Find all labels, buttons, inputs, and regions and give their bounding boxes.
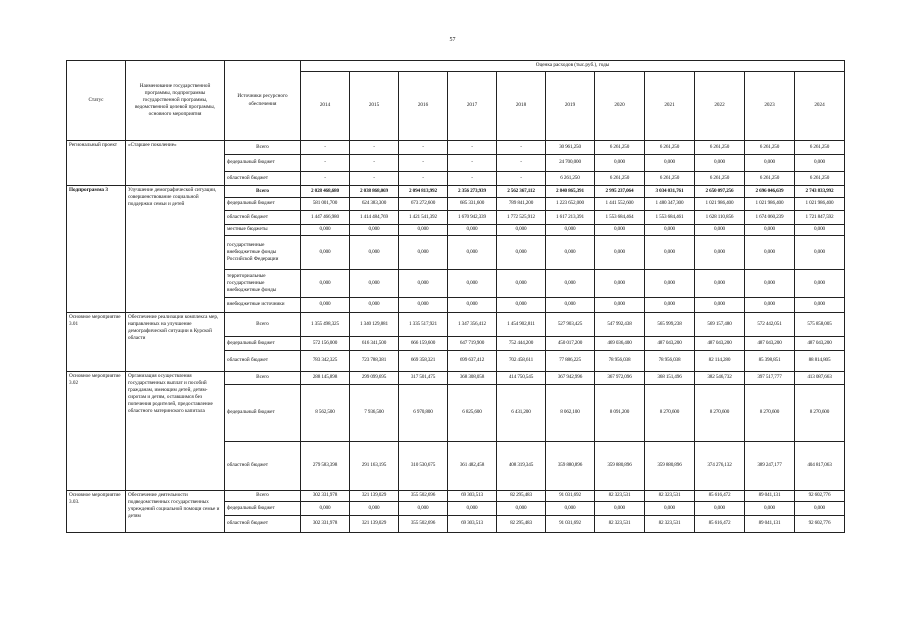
table-row bbox=[67, 313, 845, 337]
value-cell: 77 886,225 bbox=[546, 351, 595, 372]
value-cell: 647 719,900 bbox=[448, 337, 497, 351]
value-cell: 82 323,531 bbox=[645, 491, 695, 502]
value-cell: 359 880,896 bbox=[546, 442, 595, 491]
value-cell: - bbox=[448, 155, 497, 172]
value-cell: 0,000 bbox=[301, 270, 350, 298]
value-cell: 0,000 bbox=[745, 502, 795, 516]
row-source: Всего bbox=[225, 372, 301, 385]
value-cell: 0,000 bbox=[795, 298, 845, 313]
row-source: федеральный бюджет bbox=[225, 198, 301, 211]
row-source: федеральный бюджет bbox=[225, 155, 301, 172]
value-cell: 82 323,531 bbox=[595, 516, 645, 533]
value-cell: - bbox=[301, 155, 350, 172]
value-cell: 527 903,425 bbox=[546, 313, 595, 337]
header-estimate: Оценка расходов (тыс.руб.), годы bbox=[301, 61, 845, 72]
value-cell: 0,000 bbox=[546, 298, 595, 313]
row-status: Основное мероприятие 3.02 bbox=[67, 372, 126, 491]
value-cell: 89 041,131 bbox=[745, 516, 795, 533]
value-cell: 69 303,513 bbox=[448, 491, 497, 502]
row-name: Улучшение демографической ситуации, совершенствование социальной поддержки семьи и детей bbox=[126, 186, 225, 313]
value-cell: 0,000 bbox=[399, 502, 448, 516]
value-cell: 0,000 bbox=[546, 236, 595, 270]
value-cell: 0,000 bbox=[301, 502, 350, 516]
value-cell: 6 970,800 bbox=[399, 385, 448, 442]
value-cell: 0,000 bbox=[399, 225, 448, 236]
row-source: Всего bbox=[225, 141, 301, 155]
value-cell: 0,000 bbox=[350, 502, 399, 516]
value-cell: 1 772 525,912 bbox=[497, 211, 546, 225]
value-cell: - bbox=[350, 141, 399, 155]
value-cell: 6 261,250 bbox=[645, 172, 695, 186]
value-cell: 6 261,250 bbox=[695, 141, 745, 155]
row-status: Основное мероприятие 3.01 bbox=[67, 313, 126, 372]
value-cell: 321 139,029 bbox=[350, 491, 399, 502]
header-name: Наименование государственной программы, подпрограммы государственной программы, ведомственной целевой программы, основного мероприятия bbox=[126, 61, 225, 141]
value-cell: 0,000 bbox=[399, 236, 448, 270]
value-cell: 85 398,851 bbox=[745, 351, 795, 372]
value-cell: 0,000 bbox=[695, 270, 745, 298]
value-cell: 0,000 bbox=[448, 270, 497, 298]
value-cell: 367 972,096 bbox=[595, 372, 645, 385]
value-cell: 1 421 541,392 bbox=[399, 211, 448, 225]
value-cell: 7 936,500 bbox=[350, 385, 399, 442]
value-cell: 92 602,776 bbox=[795, 491, 845, 502]
value-cell: 0,000 bbox=[645, 502, 695, 516]
value-cell: 367 942,996 bbox=[546, 372, 595, 385]
value-cell: 1 617 213,391 bbox=[546, 211, 595, 225]
value-cell: 1 021 986,400 bbox=[695, 198, 745, 211]
value-cell: 2 094 813,992 bbox=[399, 186, 448, 198]
value-cell: 92 602,776 bbox=[795, 516, 845, 533]
value-cell: - bbox=[301, 172, 350, 186]
value-cell: - bbox=[497, 141, 546, 155]
value-cell: 1 553 684,464 bbox=[595, 211, 645, 225]
value-cell: 0,000 bbox=[695, 225, 745, 236]
row-source: областной бюджет bbox=[225, 516, 301, 533]
value-cell: 572 442,051 bbox=[745, 313, 795, 337]
value-cell: 487 043,200 bbox=[795, 337, 845, 351]
value-cell: 8 562,500 bbox=[301, 385, 350, 442]
row-source: внебюджетные источники bbox=[225, 298, 301, 313]
value-cell: 368 151,496 bbox=[645, 372, 695, 385]
value-cell: 581 001,700 bbox=[301, 198, 350, 211]
value-cell: 0,000 bbox=[301, 225, 350, 236]
value-cell: 2 840 865,391 bbox=[546, 186, 595, 198]
value-cell: 1 721 847,592 bbox=[795, 211, 845, 225]
value-cell: 487 043,200 bbox=[695, 337, 745, 351]
row-source: государственные внебюджетные фонды Российской Федерации bbox=[225, 236, 301, 270]
value-cell: 359 880,896 bbox=[645, 442, 695, 491]
value-cell: 469 036,400 bbox=[595, 337, 645, 351]
value-cell: 0,000 bbox=[448, 298, 497, 313]
value-cell: 389 247,177 bbox=[745, 442, 795, 491]
row-source: Всего bbox=[225, 313, 301, 337]
value-cell: 1 454 902,811 bbox=[497, 313, 546, 337]
value-cell: 2 650 097,256 bbox=[695, 186, 745, 198]
value-cell: 1 021 986,400 bbox=[745, 198, 795, 211]
value-cell: 616 341,500 bbox=[350, 337, 399, 351]
value-cell: 669 358,321 bbox=[399, 351, 448, 372]
value-cell: 404 817,063 bbox=[795, 442, 845, 491]
header-year: 2021 bbox=[645, 72, 695, 141]
value-cell: 783 342,325 bbox=[301, 351, 350, 372]
value-cell: 1 553 684,461 bbox=[645, 211, 695, 225]
value-cell: 6 261,250 bbox=[595, 172, 645, 186]
header-year: 2016 bbox=[399, 72, 448, 141]
value-cell: - bbox=[301, 141, 350, 155]
value-cell: 82 295,483 bbox=[497, 491, 546, 502]
header-status: Статус bbox=[67, 61, 126, 141]
row-status: Подпрограмма 3 bbox=[67, 186, 126, 313]
value-cell: - bbox=[399, 172, 448, 186]
row-name: Обеспечение реализации комплекса мер, направленных на улучшение демографической ситуации в Курской области bbox=[126, 313, 225, 372]
page-number: 57 bbox=[449, 37, 456, 43]
value-cell: 1 021 986,400 bbox=[795, 198, 845, 211]
value-cell: 8 270,600 bbox=[645, 385, 695, 442]
value-cell: 8 270,600 bbox=[695, 385, 745, 442]
value-cell: 0,000 bbox=[448, 236, 497, 270]
header-year: 2014 bbox=[301, 72, 350, 141]
value-cell: 6 261,250 bbox=[745, 141, 795, 155]
value-cell: - bbox=[350, 155, 399, 172]
value-cell: 487 043,200 bbox=[645, 337, 695, 351]
value-cell: 302 331,978 bbox=[301, 516, 350, 533]
header-year: 2017 bbox=[448, 72, 497, 141]
row-source: федеральный бюджет bbox=[225, 385, 301, 442]
value-cell: - bbox=[350, 172, 399, 186]
value-cell: 0,000 bbox=[795, 502, 845, 516]
value-cell: 0,000 bbox=[795, 236, 845, 270]
value-cell: 0,000 bbox=[745, 298, 795, 313]
value-cell: 2 743 833,992 bbox=[795, 186, 845, 198]
value-cell: 1 674 060,239 bbox=[745, 211, 795, 225]
row-source: Всего bbox=[225, 491, 301, 502]
value-cell: 85 616,472 bbox=[695, 491, 745, 502]
value-cell: 565 999,238 bbox=[645, 313, 695, 337]
value-cell: 1 223 652,000 bbox=[546, 198, 595, 211]
value-cell: 0,000 bbox=[448, 225, 497, 236]
value-cell: 624 383,300 bbox=[350, 198, 399, 211]
value-cell: 666 159,600 bbox=[399, 337, 448, 351]
value-cell: 1 347 356,412 bbox=[448, 313, 497, 337]
value-cell: 0,000 bbox=[645, 236, 695, 270]
value-cell: 0,000 bbox=[595, 236, 645, 270]
value-cell: 8 270,600 bbox=[745, 385, 795, 442]
value-cell: 575 858,005 bbox=[795, 313, 845, 337]
value-cell: 317 501,475 bbox=[399, 372, 448, 385]
value-cell: 0,000 bbox=[695, 298, 745, 313]
value-cell: 0,000 bbox=[497, 236, 546, 270]
value-cell: 0,000 bbox=[399, 270, 448, 298]
value-cell: - bbox=[399, 155, 448, 172]
value-cell: 69 303,513 bbox=[448, 516, 497, 533]
value-cell: 2 995 237,064 bbox=[595, 186, 645, 198]
value-cell: 0,000 bbox=[695, 502, 745, 516]
value-cell: 299 099,695 bbox=[350, 372, 399, 385]
value-cell: 24 700,000 bbox=[546, 155, 595, 172]
value-cell: 1 414 484,769 bbox=[350, 211, 399, 225]
value-cell: 1 355 498,325 bbox=[301, 313, 350, 337]
value-cell: 310 530,675 bbox=[399, 442, 448, 491]
table-row bbox=[67, 491, 845, 502]
value-cell: 572 156,000 bbox=[301, 337, 350, 351]
value-cell: 1 480 347,300 bbox=[645, 198, 695, 211]
budget-table bbox=[66, 60, 845, 533]
value-cell: 685 331,600 bbox=[448, 198, 497, 211]
value-cell: 487 043,200 bbox=[745, 337, 795, 351]
value-cell: 78 956,038 bbox=[595, 351, 645, 372]
value-cell: 0,000 bbox=[645, 298, 695, 313]
value-cell: - bbox=[497, 172, 546, 186]
header-source: Источники ресурсного обеспечения bbox=[225, 61, 301, 141]
value-cell: 0,000 bbox=[448, 502, 497, 516]
value-cell: 673 272,600 bbox=[399, 198, 448, 211]
value-cell: 6 431,200 bbox=[497, 385, 546, 442]
row-name: Обеспечение деятельности подведомственных государственных учреждений социальной помощи семье и детям bbox=[126, 491, 225, 533]
row-status: Основное мероприятие 3.03. bbox=[67, 491, 126, 533]
header-year: 2015 bbox=[350, 72, 399, 141]
value-cell: 78 956,038 bbox=[645, 351, 695, 372]
value-cell: 0,000 bbox=[350, 225, 399, 236]
value-cell: 355 502,696 bbox=[399, 516, 448, 533]
value-cell: 85 616,472 bbox=[695, 516, 745, 533]
value-cell: 413 087,663 bbox=[795, 372, 845, 385]
value-cell: 0,000 bbox=[595, 225, 645, 236]
value-cell: 0,000 bbox=[645, 225, 695, 236]
value-cell: 2 696 046,639 bbox=[745, 186, 795, 198]
value-cell: 321 139,029 bbox=[350, 516, 399, 533]
value-cell: 0,000 bbox=[301, 298, 350, 313]
table-row bbox=[67, 372, 845, 385]
value-cell: 3 034 031,761 bbox=[645, 186, 695, 198]
row-source: областной бюджет bbox=[225, 211, 301, 225]
value-cell: 2 356 273,939 bbox=[448, 186, 497, 198]
value-cell: 699 637,412 bbox=[448, 351, 497, 372]
value-cell: 6 261,250 bbox=[645, 141, 695, 155]
value-cell: 361 482,458 bbox=[448, 442, 497, 491]
value-cell: 382 546,732 bbox=[695, 372, 745, 385]
value-cell: 0,000 bbox=[546, 502, 595, 516]
value-cell: 0,000 bbox=[645, 155, 695, 172]
table-row bbox=[67, 186, 845, 198]
value-cell: 0,000 bbox=[350, 236, 399, 270]
row-source: областной бюджет bbox=[225, 172, 301, 186]
value-cell: 291 163,195 bbox=[350, 442, 399, 491]
value-cell: 0,000 bbox=[350, 298, 399, 313]
value-cell: 2 038 868,069 bbox=[350, 186, 399, 198]
value-cell: 368 308,058 bbox=[448, 372, 497, 385]
value-cell: 569 157,480 bbox=[695, 313, 745, 337]
value-cell: 0,000 bbox=[350, 270, 399, 298]
value-cell: 82 295,483 bbox=[497, 516, 546, 533]
value-cell: 0,000 bbox=[745, 225, 795, 236]
value-cell: 355 502,696 bbox=[399, 491, 448, 502]
value-cell: 8 062,100 bbox=[546, 385, 595, 442]
value-cell: 0,000 bbox=[795, 155, 845, 172]
value-cell: 0,000 bbox=[546, 270, 595, 298]
value-cell: 374 276,132 bbox=[695, 442, 745, 491]
value-cell: 82 323,531 bbox=[595, 491, 645, 502]
value-cell: 1 447 466,980 bbox=[301, 211, 350, 225]
value-cell: 8 270,600 bbox=[795, 385, 845, 442]
value-cell: 0,000 bbox=[301, 236, 350, 270]
value-cell: 0,000 bbox=[399, 298, 448, 313]
header-row bbox=[67, 61, 845, 72]
value-cell: 0,000 bbox=[595, 298, 645, 313]
value-cell: 6 261,250 bbox=[795, 141, 845, 155]
row-status: Региональный проект bbox=[67, 141, 126, 186]
value-cell: 0,000 bbox=[795, 225, 845, 236]
value-cell: 302 331,978 bbox=[301, 491, 350, 502]
value-cell: - bbox=[399, 141, 448, 155]
value-cell: 8 091,200 bbox=[595, 385, 645, 442]
row-source: территориальные государственные внебюджетные фонды bbox=[225, 270, 301, 298]
row-name: «Старшее поколение» bbox=[126, 141, 225, 186]
value-cell: 279 583,398 bbox=[301, 442, 350, 491]
value-cell: 91 031,692 bbox=[546, 516, 595, 533]
value-cell: - bbox=[448, 141, 497, 155]
value-cell: 2 562 367,112 bbox=[497, 186, 546, 198]
value-cell: 0,000 bbox=[595, 270, 645, 298]
header-year: 2022 bbox=[695, 72, 745, 141]
value-cell: 6 825,600 bbox=[448, 385, 497, 442]
row-source: федеральный бюджет bbox=[225, 337, 301, 351]
value-cell: 0,000 bbox=[595, 502, 645, 516]
value-cell: 0,000 bbox=[497, 270, 546, 298]
value-cell: 2 028 468,680 bbox=[301, 186, 350, 198]
value-cell: 450 017,200 bbox=[546, 337, 595, 351]
value-cell: - bbox=[448, 172, 497, 186]
value-cell: 89 041,131 bbox=[745, 491, 795, 502]
header-year: 2020 bbox=[595, 72, 645, 141]
row-source: областной бюджет bbox=[225, 442, 301, 491]
header-year: 2024 bbox=[795, 72, 845, 141]
value-cell: - bbox=[497, 155, 546, 172]
value-cell: 723 788,381 bbox=[350, 351, 399, 372]
value-cell: 547 992,438 bbox=[595, 313, 645, 337]
value-cell: 91 031,692 bbox=[546, 491, 595, 502]
value-cell: 0,000 bbox=[745, 270, 795, 298]
value-cell: 0,000 bbox=[745, 155, 795, 172]
value-cell: 408 319,345 bbox=[497, 442, 546, 491]
value-cell: 414 750,545 bbox=[497, 372, 546, 385]
value-cell: 82 114,280 bbox=[695, 351, 745, 372]
value-cell: 0,000 bbox=[645, 270, 695, 298]
value-cell: 1 628 110,856 bbox=[695, 211, 745, 225]
value-cell: 0,000 bbox=[695, 236, 745, 270]
value-cell: 1 335 517,921 bbox=[399, 313, 448, 337]
row-source: областной бюджет bbox=[225, 351, 301, 372]
value-cell: 0,000 bbox=[546, 225, 595, 236]
value-cell: 0,000 bbox=[497, 298, 546, 313]
header-year: 2023 bbox=[745, 72, 795, 141]
value-cell: 0,000 bbox=[497, 502, 546, 516]
row-source: федеральный бюджет bbox=[225, 502, 301, 516]
row-source: Всего bbox=[225, 186, 301, 198]
value-cell: 397 517,777 bbox=[745, 372, 795, 385]
value-cell: 6 261,250 bbox=[795, 172, 845, 186]
value-cell: 6 261,250 bbox=[595, 141, 645, 155]
row-source: местные бюджеты bbox=[225, 225, 301, 236]
value-cell: 1 340 129,881 bbox=[350, 313, 399, 337]
header-year: 2018 bbox=[497, 72, 546, 141]
table-row bbox=[67, 141, 845, 155]
value-cell: 82 323,531 bbox=[645, 516, 695, 533]
value-cell: 359 880,896 bbox=[595, 442, 645, 491]
value-cell: 6 261,250 bbox=[695, 172, 745, 186]
value-cell: 0,000 bbox=[695, 155, 745, 172]
value-cell: 1 441 552,600 bbox=[595, 198, 645, 211]
value-cell: 30 961,250 bbox=[546, 141, 595, 155]
value-cell: 88 814,805 bbox=[795, 351, 845, 372]
value-cell: 288 145,898 bbox=[301, 372, 350, 385]
value-cell: 789 841,200 bbox=[497, 198, 546, 211]
value-cell: 0,000 bbox=[795, 270, 845, 298]
header-year: 2019 bbox=[546, 72, 595, 141]
value-cell: 6 261,250 bbox=[745, 172, 795, 186]
value-cell: 752 444,200 bbox=[497, 337, 546, 351]
value-cell: 702 458,611 bbox=[497, 351, 546, 372]
value-cell: 1 670 942,339 bbox=[448, 211, 497, 225]
value-cell: 0,000 bbox=[497, 225, 546, 236]
row-name: Организация осуществления государственных выплат и пособий гражданам, имеющим детей, детям-сиротам и детям, оставшимся без попечения родителей, предоставление областного материнского капитала bbox=[126, 372, 225, 491]
value-cell: 0,000 bbox=[745, 236, 795, 270]
value-cell: 6 261,250 bbox=[546, 172, 595, 186]
value-cell: 0,000 bbox=[595, 155, 645, 172]
